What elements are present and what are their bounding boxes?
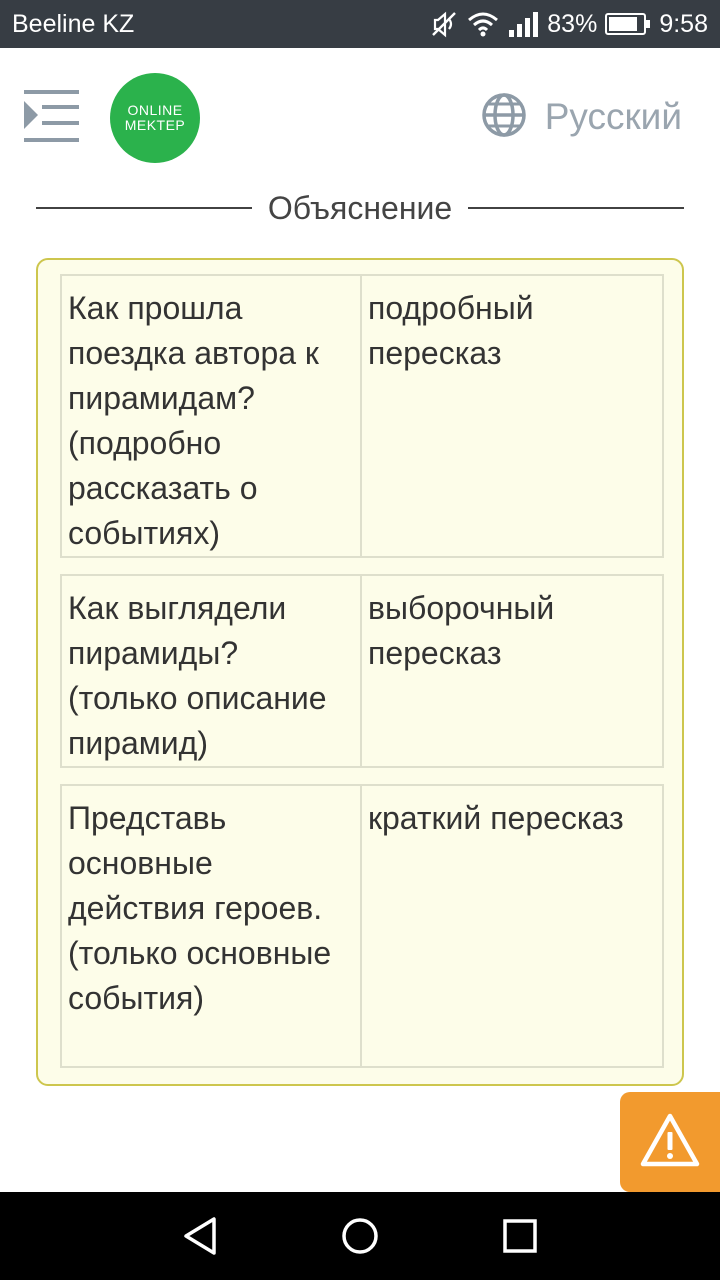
carrier-label: Beeline KZ	[12, 10, 135, 38]
report-button[interactable]	[620, 1092, 720, 1192]
recents-icon[interactable]	[498, 1214, 542, 1258]
question-cell: Как прошла поездка автора к пирамидам? (подробно рассказать о событиях)	[62, 276, 362, 556]
back-icon[interactable]	[178, 1214, 222, 1258]
menu-collapse-icon[interactable]	[22, 88, 80, 146]
divider-line-right	[468, 207, 684, 209]
language-label: Русский	[544, 96, 682, 137]
logo-text-line2: MEKTEP	[124, 117, 186, 133]
answer-cell: подробный пересказ	[368, 290, 534, 371]
clock: 9:58	[659, 9, 708, 38]
section-divider	[36, 186, 684, 230]
signal-icon	[507, 10, 539, 38]
table-row	[60, 274, 664, 558]
divider-line-left	[36, 207, 252, 209]
question-cell: Как выглядели пирамиды? (только описание пирамид)	[62, 576, 362, 766]
battery-icon	[605, 12, 651, 36]
table-row	[60, 784, 664, 1068]
wifi-icon	[467, 10, 499, 38]
question-cell: Представь основные действия героев. (только основные события)	[62, 786, 362, 1066]
logo-text-line1: ONLINE	[127, 102, 183, 118]
status-bar	[0, 0, 720, 48]
warning-icon	[639, 1112, 701, 1173]
mute-icon	[429, 9, 459, 39]
globe-icon	[481, 92, 527, 143]
language-selector[interactable]	[481, 92, 682, 142]
section-title: Объяснение	[267, 189, 453, 226]
explanation-panel	[36, 258, 684, 1086]
online-mektep-logo[interactable]	[110, 73, 200, 163]
home-icon[interactable]	[338, 1214, 382, 1258]
battery-percent: 83%	[547, 9, 598, 38]
answer-cell: выборочный пересказ	[368, 590, 555, 671]
answer-cell: краткий пересказ	[368, 800, 624, 836]
navigation-bar	[0, 1192, 720, 1280]
table-row	[60, 574, 664, 768]
status-icons	[429, 8, 708, 40]
